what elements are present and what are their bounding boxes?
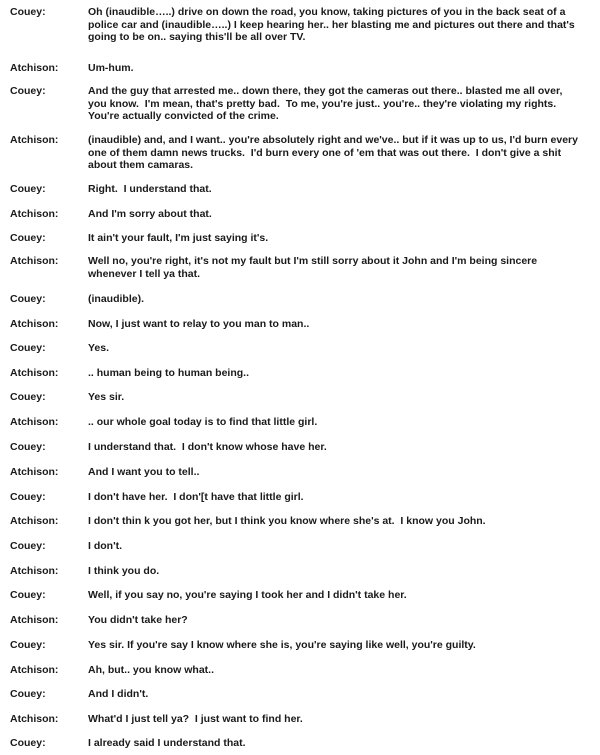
utterance-text: I think you do. [88, 565, 160, 577]
utterance-text: What'd I just tell ya? I just want to find her. [88, 713, 303, 725]
utterance-text: Ah, but.. you know what.. [88, 664, 214, 676]
speaker-label: Atchison: [10, 466, 59, 478]
speaker-label: Couey: [10, 183, 46, 195]
utterance-text: I don't have her. I don'[t have that little girl. [88, 491, 304, 503]
speaker-label: Couey: [10, 85, 46, 97]
utterance-text: Now, I just want to relay to you man to man.. [88, 318, 310, 330]
speaker-label: Atchison: [10, 416, 59, 428]
speaker-label: Couey: [10, 491, 46, 503]
speaker-label: Atchison: [10, 208, 59, 220]
speaker-label: Couey: [10, 293, 46, 305]
utterance-text: It ain't your fault, I'm just saying it's. [88, 232, 269, 244]
speaker-label: Couey: [10, 688, 46, 700]
utterance-text: Oh (inaudible…..) drive on down the road, you know, taking pictures of you in the back seat of a police car and (inaudible…..) I keep hearing her.. her blasting me and pictures out there and that's going to be on.. saying this'll be all over TV. [88, 6, 575, 43]
speaker-label: Couey: [10, 391, 46, 403]
speaker-label: Atchison: [10, 664, 59, 676]
utterance-text: Right. I understand that. [88, 183, 212, 195]
utterance-text: Yes sir. [88, 391, 125, 403]
utterance-text: Well no, you're right, it's not my fault but I'm still sorry about it John and I'm being sincere whenever I tell ya that. [88, 255, 538, 280]
utterance-text: .. human being to human being.. [88, 367, 249, 379]
utterance-text: And I didn't. [88, 688, 149, 700]
speaker-label: Couey: [10, 6, 46, 18]
utterance-text: (inaudible). [88, 293, 144, 305]
speaker-label: Atchison: [10, 134, 59, 146]
utterance-text: I don't thin k you got her, but I think you know where she's at. I know you John. [88, 515, 486, 527]
speaker-label: Atchison: [10, 515, 59, 527]
speaker-label: Atchison: [10, 318, 59, 330]
speaker-label: Atchison: [10, 565, 59, 577]
utterance-text: And I'm sorry about that. [88, 208, 212, 220]
speaker-label: Atchison: [10, 713, 59, 725]
speaker-label: Couey: [10, 737, 46, 749]
utterance-text: And the guy that arrested me.. down there, they got the cameras out there.. blasted me all over, you know. I'm mean, that's pretty bad. To me, you're just.. you're.. they're violating my rights. You're actually convicted of the crime. [88, 85, 563, 122]
speaker-label: Couey: [10, 540, 46, 552]
speaker-label: Couey: [10, 441, 46, 453]
utterance-text: Well, if you say no, you're saying I took her and I didn't take her. [88, 589, 407, 601]
utterance-text: You didn't take her? [88, 614, 188, 626]
speaker-label: Couey: [10, 589, 46, 601]
speaker-label: Atchison: [10, 614, 59, 626]
speaker-label: Atchison: [10, 255, 59, 267]
utterance-text: And I want you to tell.. [88, 466, 200, 478]
utterance-text: I don't. [88, 540, 122, 552]
speaker-label: Atchison: [10, 62, 59, 74]
utterance-text: .. our whole goal today is to find that little girl. [88, 416, 318, 428]
speaker-label: Couey: [10, 342, 46, 354]
utterance-text: (inaudible) and, and I want.. you're absolutely right and we've.. but if it was up to us, I'd burn every one of them damn news trucks. I'd burn every one of 'em that was out there. I don't give a shit about them camaras. [88, 134, 578, 171]
speaker-label: Couey: [10, 232, 46, 244]
speaker-label: Atchison: [10, 367, 59, 379]
speaker-label: Couey: [10, 639, 46, 651]
utterance-text: Yes sir. If you're say I know where she is, you're saying like well, you're guilty. [88, 639, 476, 651]
utterance-text: Um-hum. [88, 62, 134, 74]
utterance-text: I understand that. I don't know whose have her. [88, 441, 327, 453]
utterance-text: I already said I understand that. [88, 737, 246, 749]
utterance-text: Yes. [88, 342, 110, 354]
